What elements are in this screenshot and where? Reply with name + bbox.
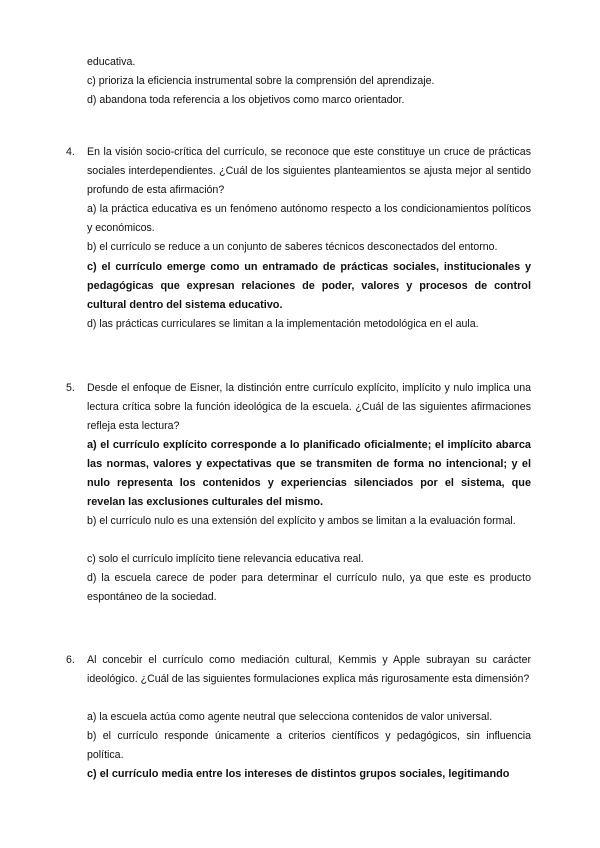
q6-number: 6. xyxy=(66,654,75,666)
q3-option-c: c) prioriza la eficiencia instrumental sobre la comprensión del aprendizaje. xyxy=(87,75,435,87)
q4-number: 4. xyxy=(66,146,75,158)
q4-stem: En la visión socio-crítica del currículo, se reconoce que este constituye un cruce de prácticas sociales interdependientes. ¿Cuál de los siguientes planteamientos se ajusta mejor al sentido profundo de esta afirmación? xyxy=(87,146,531,196)
q4-option-a: a) la práctica educativa es un fenómeno autónomo respecto a los condicionamientos políticos y económicos. xyxy=(87,203,531,234)
q4-option-c-correct: c) el currículo emerge como un entramado de prácticas sociales, institucionales y pedagógicas que expresan relaciones de poder, valores y procesos de control cultural dentro del sistema educativo. xyxy=(87,261,531,311)
q5-option-a-correct: a) el currículo explícito corresponde a lo planificado oficialmente; el implícito abarca las normas, valores y expectativas que se transmiten de forma no intencional; y el nulo representa los contenidos y experiencias silenciados por el sistema, que revelan las exclusiones culturales del mismo. xyxy=(87,439,531,508)
q6-stem: Al concebir el currículo como mediación cultural, Kemmis y Apple subrayan su carácter ideológico. ¿Cuál de las siguientes formulaciones explica más rigurosamente esta dimensión? xyxy=(87,654,531,685)
q3-continuation-line: educativa. xyxy=(87,56,136,68)
q5-option-b: b) el currículo nulo es una extensión del explícito y ambos se limitan a la evaluación formal. xyxy=(87,515,516,527)
q4-option-b: b) el currículo se reduce a un conjunto de saberes técnicos desconectados del entorno. xyxy=(87,241,498,253)
q6-option-c-correct: c) el currículo media entre los intereses de distintos grupos sociales, legitimando xyxy=(87,768,510,780)
q5-option-c: c) solo el currículo implícito tiene relevancia educativa real. xyxy=(87,553,364,565)
q5-number: 5. xyxy=(66,382,75,394)
q4-option-d: d) las prácticas curriculares se limitan a la implementación metodológica en el aula. xyxy=(87,318,479,330)
q6-option-b: b) el currículo responde únicamente a criterios científicos y pedagógicos, sin influencia política. xyxy=(87,730,531,761)
q5-stem: Desde el enfoque de Eisner, la distinción entre currículo explícito, implícito y nulo implica una lectura crítica sobre la función ideológica de la escuela. ¿Cuál de las siguientes afirmaciones refleja esta lectura? xyxy=(87,382,531,432)
q5-option-d: d) la escuela carece de poder para determinar el currículo nulo, ya que este es producto espontáneo de la sociedad. xyxy=(87,572,531,603)
q3-option-d: d) abandona toda referencia a los objetivos como marco orientador. xyxy=(87,94,405,106)
q6-option-a: a) la escuela actúa como agente neutral que selecciona contenidos de valor universal. xyxy=(87,711,493,723)
